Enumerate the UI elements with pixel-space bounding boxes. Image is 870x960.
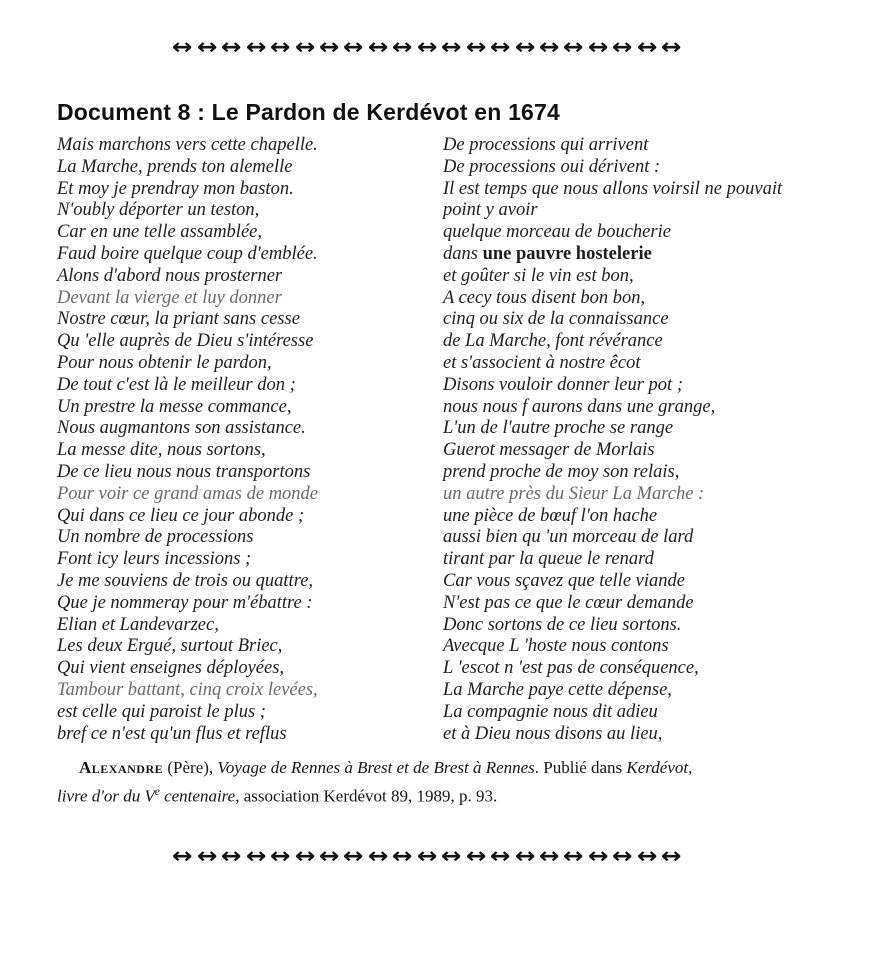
poem-line: et à Dieu nous disons au lieu, (443, 723, 663, 744)
double-arrow-icon: ↔ (441, 35, 462, 60)
poem-line: Donc sortons de ce lieu sortons. (443, 614, 682, 635)
double-arrow-icon: ↔ (465, 35, 487, 60)
poem-line: Il est temps que nous allons voirsil ne pouvait (443, 178, 783, 199)
poem-line: aussi bien qu 'un morceau de lard (443, 527, 694, 548)
double-arrow-icon: ↔ (318, 35, 340, 60)
double-arrow-icon: ↔ (661, 35, 682, 60)
double-arrow-icon: ↔ (392, 35, 413, 60)
poem-line: Devant la vierge et luy donner (57, 287, 282, 308)
poem (57, 135, 817, 745)
poem-line: Un prestre la messe commance, (57, 396, 292, 417)
double-arrow-icon: ↔ (270, 844, 291, 869)
double-arrow-icon: ↔ (343, 35, 365, 60)
poem-line: prend proche de moy son relais, (443, 461, 680, 482)
poem-line: une pièce de bœuf l'on hache (443, 505, 658, 526)
poem-line: Car vous sçavez que telle viande (443, 570, 685, 591)
double-arrow-icon: ↔ (416, 35, 438, 60)
poem-line: Pour nous obtenir le pardon, (57, 352, 272, 373)
poem-line: Qu 'elle auprès de Dieu s'intéresse (57, 331, 314, 352)
poem-line: Car en une telle assamblée, (57, 222, 262, 243)
poem-line: nous nous f aurons dans une grange, (443, 396, 716, 417)
top-arrow-border (97, 36, 757, 60)
poem-line: Font icy leurs incessions ; (57, 549, 252, 570)
poem-line: De tout c'est là le meilleur don ; (57, 374, 296, 395)
citation-segment: centenaire (159, 786, 236, 806)
poem-line: N'oubly déporter un teston, (57, 200, 260, 221)
double-arrow-icon: ↔ (367, 844, 389, 869)
poem-line: Mais marchons vers cette chapelle. (57, 135, 318, 155)
double-arrow-icon: ↔ (245, 844, 267, 869)
poem-line (443, 244, 817, 266)
poem-line: N'est pas ce que le cœur demande (443, 592, 694, 613)
citation-segment: Kerdévot, (626, 758, 693, 777)
poem-line: De ce lieu nous nous transportons (57, 461, 311, 482)
double-arrow-icon: ↔ (416, 844, 438, 869)
poem-line: cinq ou six de la connaissance (443, 309, 669, 330)
poem-line: Et moy je prendray mon baston. (57, 178, 294, 199)
citation-line-2 (57, 780, 797, 809)
poem-left-column (57, 135, 443, 745)
poem-line: Un nombre de processions (57, 527, 254, 548)
poem-line: Guerot messager de Morlais (443, 440, 655, 461)
citation-segment: Voyage de Rennes à Brest et de Brest à Rennes (217, 758, 535, 777)
poem-line: Disons vouloir donner leur pot ; (443, 374, 683, 395)
double-arrow-icon: ↔ (661, 844, 682, 869)
poem-line: Qui vient enseignes déployées, (57, 658, 285, 679)
bottom-arrow-border (97, 845, 757, 869)
poem-line-segment: une pauvre hostelerie (482, 243, 652, 264)
poem-line: Nous augmantons son assistance. (57, 418, 306, 439)
double-arrow-icon: ↔ (245, 35, 267, 60)
poem-line: La compagnie nous dit adieu (443, 701, 658, 722)
poem-line: Alons d'abord nous prosterner (57, 265, 283, 286)
poem-line: La messe dite, nous sortons, (57, 440, 266, 461)
poem-line: un autre près du Sieur La Marche : (443, 483, 705, 504)
double-arrow-icon: ↔ (392, 844, 413, 869)
double-arrow-icon: ↔ (196, 844, 218, 869)
poem-line: Pour voir ce grand amas de monde (57, 483, 319, 504)
double-arrow-icon: ↔ (514, 844, 536, 869)
double-arrow-icon: ↔ (587, 35, 609, 60)
poem-line: de La Marche, font révérance (443, 331, 663, 352)
poem-line: Les deux Ergué, surtout Briec, (57, 636, 283, 657)
citation-segment: , association Kerdévot 89, 1989, p. 93. (235, 786, 498, 806)
citation-segment: (Père), (163, 758, 218, 777)
poem-line-segment: dans (443, 243, 483, 264)
poem-line: La Marche paye cette dépense, (443, 679, 672, 700)
double-arrow-icon: ↔ (172, 35, 193, 60)
poem-line: De processions oui dérivent : (443, 156, 661, 177)
poem-line: De processions qui arrivent (443, 135, 649, 155)
double-arrow-icon: ↔ (318, 844, 340, 869)
poem-line: Nostre cœur, la priant sans cesse (57, 309, 300, 330)
double-arrow-icon: ↔ (636, 844, 658, 869)
double-arrow-icon: ↔ (563, 844, 584, 869)
double-arrow-icon: ↔ (538, 844, 560, 869)
poem-line: Faud boire quelque coup d'emblée. (57, 243, 318, 264)
double-arrow-icon: ↔ (636, 35, 658, 60)
poem-line: bref ce n'est qu'un flus et reflus (57, 723, 287, 744)
double-arrow-icon: ↔ (196, 35, 218, 60)
poem-line: Avecque L 'hoste nous contons (443, 636, 669, 657)
double-arrow-icon: ↔ (221, 35, 242, 60)
double-arrow-icon: ↔ (587, 844, 609, 869)
poem-line: point y avoir (443, 200, 538, 221)
poem-line: et goûter si le vin est bon, (443, 265, 634, 286)
poem-line: Je me souviens de trois ou quattre, (57, 570, 314, 591)
double-arrow-icon: ↔ (514, 35, 536, 60)
double-arrow-icon: ↔ (270, 35, 291, 60)
double-arrow-icon: ↔ (489, 844, 511, 869)
poem-line: quelque morceau de boucherie (443, 222, 671, 243)
poem-line: Tambour battant, cinq croix levées, (57, 679, 318, 700)
double-arrow-icon: ↔ (563, 35, 584, 60)
double-arrow-icon: ↔ (343, 844, 365, 869)
double-arrow-icon: ↔ (294, 844, 316, 869)
poem-line: La Marche, prends ton alemelle (57, 156, 293, 177)
citation-segment: livre d'or du V (57, 786, 155, 806)
poem-line: Que je nommeray pour m'ébattre : (57, 592, 313, 613)
double-arrow-icon: ↔ (612, 35, 633, 60)
double-arrow-icon: ↔ (172, 844, 193, 869)
poem-line: Qui dans ce lieu ce jour abonde ; (57, 505, 305, 526)
poem-line: L 'escot n 'est pas de conséquence, (443, 658, 699, 679)
poem-line: L'un de l'autre proche se range (443, 418, 674, 439)
double-arrow-icon: ↔ (294, 35, 316, 60)
double-arrow-icon: ↔ (221, 844, 242, 869)
poem-line: A cecy tous disent bon bon, (443, 287, 646, 308)
poem-line: tirant par la queue le renard (443, 549, 654, 570)
poem-line: Elian et Landevarzec, (57, 614, 219, 635)
citation (57, 755, 797, 809)
citation-line-1 (57, 755, 797, 780)
poem-line: et s'associent à nostre êcot (443, 352, 641, 373)
citation-segment: Alexandre (79, 758, 164, 777)
poem-right-column (443, 135, 817, 745)
citation-segment: e (154, 786, 160, 798)
double-arrow-icon: ↔ (489, 35, 511, 60)
document-title: Document 8 : Le Pardon de Kerdévot en 1674 (57, 99, 561, 125)
citation-segment: . Publié dans (534, 758, 627, 777)
double-arrow-icon: ↔ (538, 35, 560, 60)
poem-line: est celle qui paroist le plus ; (57, 701, 266, 722)
double-arrow-icon: ↔ (465, 844, 487, 869)
double-arrow-icon: ↔ (612, 844, 633, 869)
double-arrow-icon: ↔ (441, 844, 462, 869)
double-arrow-icon: ↔ (367, 35, 389, 60)
